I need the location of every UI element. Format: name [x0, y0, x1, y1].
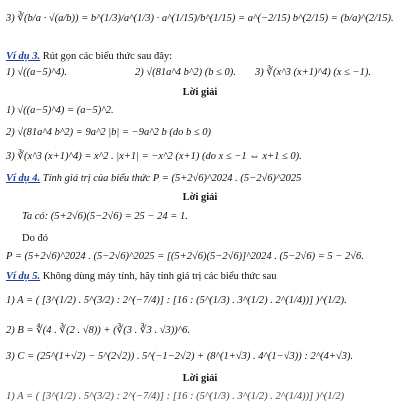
top-item-3: 3) ∛(b/a · √(a/b)) = b^(1/3)/a^(1/3) · a^(1/15)/b^(1/15) = a^(−2/15) b^(2/15) = (b/a)^(2/15). [6, 13, 394, 24]
example-5-cut-line: 1) A = ( [3^(1/2) . 5^(3/2) : 2^(−7/4)] : [16 : (5^(1/3) . 3^(1/2) . 2^(1/4))] )^(1/2) [6, 391, 345, 402]
example-5-item-2: 2) B = ∜(4 . ∛(2 . √8)) + (∛(3 . ∛3 . √3))^6. [6, 325, 191, 336]
example-3-solution-1: 1) √((a−5)^4) = (a−5)^2. [6, 105, 114, 116]
example-3-solution-title: Lời giải [182, 87, 218, 98]
example-3-items [0, 66, 400, 80]
example-5-solution-title: Lời giải [182, 373, 218, 384]
example-4-text: Tính giá trị của biểu thức P = (5+2√6)^2024 . (5−2√6)^2025 [40, 173, 302, 184]
example-5-text: Không dùng máy tính, hãy tính giá trị các biểu thức sau [40, 271, 277, 282]
example-3-item-3: 3) ∛(x^3 (x+1)^4) (x ≤ −1). [255, 67, 371, 78]
example-5-item-1: 1) A = ( [3^(1/2) . 5^(3/2) : 2^(−7/4)] : [16 : (5^(1/3) . 3^(1/2) . 2^(1/4))] )^(1/2). [6, 295, 347, 306]
example-5-label: Ví dụ 5. [6, 271, 41, 282]
example-3-label: Ví dụ 3. [6, 51, 41, 62]
example-3-solution-3: 3) ∛(x^3 (x+1)^4) = x^2 . |x+1| = −x^2 (x+1) (do x ≤ −1 ⇔ x+1 ≤ 0). [6, 151, 302, 162]
example-5-heading [0, 270, 400, 284]
example-3-heading [0, 50, 400, 64]
example-5-item-3: 3) C = (25^(1+√2) − 5^(2√2)) . 5^(−1−2√2) + (8^(1+√3) . 4^(1−√3)) : 2^(4+√3). [6, 351, 354, 362]
example-3-text: Rút gọn các biểu thức sau đây: [40, 51, 173, 62]
example-3-item-2: 2) √(81a^4 b^2) (b ≤ 0). [135, 67, 236, 78]
example-3-item-1: 1) √((a−5)^4). [6, 67, 68, 78]
example-4-heading [0, 172, 400, 186]
example-4-line-3: P = (5+2√6)^2024 . (5−2√6)^2025 = [(5+2√6)(5−2√6)]^2024 . (5−2√6) = 5 − 2√6. [6, 251, 364, 262]
example-4-label: Ví dụ 4. [6, 173, 41, 184]
example-4-line-1: Ta có: (5+2√6)(5−2√6) = 25 − 24 = 1. [22, 211, 188, 222]
example-3-solution-2: 2) √(81a^4 b^2) = 9a^2 |b| = −9a^2 b (do b ≤ 0) [6, 127, 212, 138]
example-4-solution-title: Lời giải [182, 192, 218, 203]
example-4-line-2: Do đó [22, 233, 48, 244]
